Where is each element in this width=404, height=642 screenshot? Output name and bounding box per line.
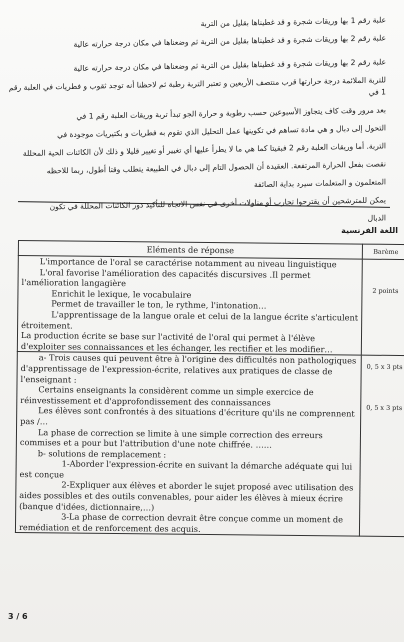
table-row-oral <box>17 256 404 356</box>
header-elements-de-reponse: Eléments de réponse <box>18 241 362 260</box>
points-value: 2 points <box>372 286 399 295</box>
answer-line: a- Trois causes qui peuvent être à l'origine des difficultés non pathologiques <box>38 352 357 366</box>
table-row-ecrit <box>15 352 404 537</box>
answer-line: 2-Expliquer aux élèves et aborder le sujet proposé avec utilisation des <box>61 479 354 493</box>
answer-line: d'exploiter ses connaissances et les échanger, les rectifier et les modifier… <box>20 340 333 355</box>
arabic-text-block <box>0 0 404 222</box>
answer-line: (banque d'idées, dictionnaire,…) <box>19 500 155 513</box>
answer-line: L'apprentissage de la langue orale et celui de la langue écrite s'articulent <box>51 309 359 323</box>
header-bareme: Barème <box>362 244 404 259</box>
answer-line: d'apprentissage de l'expression-écrite, relatives aux pratiques de classe de <box>20 362 333 377</box>
page-number: 3 / 6 <box>8 612 28 621</box>
answer-line: l'enseignant : <box>20 373 77 385</box>
arabic-line: علبة رقم 2 بها وريقات شجرة و قد غطيناها بقليل من التربة ثم وضعناها في مكان درجة حرارته عالية <box>73 33 386 49</box>
arabic-line: التربة. أما وريقات العلبة رقم 2 فبقيتا كما هي ما لا يطرأ عليها أي تغيير أو تغيير قليلا و ذلك لأن الكائنات الحية المحللة <box>22 141 386 158</box>
arabic-line: للتربة الملائمة درجة حرارتها قرب منتصف الأربعين و تعتبر التربة رطبة ثم لاحظنا أنه توجد ثقوب و فطريات في العلبة رقم 1 في <box>8 75 386 97</box>
arabic-line: يمكن للمترشحين أن يقترحوا تجارب أو مناولات أخرى في نفس الاتجاه للتأكيد دور الكائنات المحللة في تكون <box>49 195 386 212</box>
points-cell <box>359 355 404 537</box>
answer-line: L'importance de l'oral se caractérise notamment au niveau linguistique <box>39 256 337 270</box>
answer-line: La production écrite se base sur l'activité de l'oral qui permet à l'élève <box>20 330 316 344</box>
answer-line: remédiation et de renforcement des acquis. <box>18 521 201 534</box>
points-value-b: 0, 5 x 3 pts <box>366 403 403 412</box>
arabic-line: الدبال <box>367 213 386 223</box>
answer-line: Certains enseignants la considèrent comme un simple exercice de <box>38 384 314 398</box>
points-value-a: 0, 5 x 3 pts <box>366 363 403 372</box>
arabic-line: المتعلمون و المتعلمات سيرد بداية الصائفة <box>253 177 386 190</box>
points-cell <box>361 259 404 356</box>
answer-line: Permet de travailler le ton, le rythme, l'intonation… <box>51 298 267 311</box>
answer-key-table <box>15 240 404 538</box>
answer-line: 1-Aborder l'expression-écrite en suivant la démarche adéquate qui lui <box>61 458 353 472</box>
arabic-line: بعد مرور وقت كاف يتجاوز الأسبوعين حسب رطوبة و حرارة الجو تبدأ تربة وريقات العلبة رقم 1 في <box>76 105 386 121</box>
answer-line: pas /… <box>20 415 49 427</box>
arabic-line: التحول إلى دبال و هي مادة تساهم في تكوينها عمل التحليل الذي تقوم به فطريات و بكتيريات موجودة في <box>57 123 386 140</box>
answer-line: Enrichit le lexique, le vocabulaire <box>51 288 192 300</box>
answer-line: b- solutions de remplacement : <box>37 447 167 460</box>
answer-line: réinvestissement et d'approfondissement des connaissances <box>20 394 271 408</box>
answer-line: L'oral favorise l'amélioration des capacités discursives .Il permet <box>39 266 311 280</box>
arabic-line: علبة رقم 2 بها وريقات شجرة و قد غطيناها بقليل من التربة ثم وضعناها في مكان درجة حرارته عالية <box>73 57 386 73</box>
arabic-line: علبة رقم 1 بها وريقات شجرة و قد غطيناها بقليل من التربة <box>200 15 386 29</box>
answer-cell <box>15 352 361 537</box>
answer-line: aides possibles et des outils convenables, pour aider les élèves à mieux écrire <box>19 490 343 504</box>
answer-line: l'amélioration langagière <box>21 277 127 289</box>
answer-line: commises et a pour but l'attribution d'une note chiffrée. …… <box>19 437 273 450</box>
answer-line: étroitement. <box>21 319 73 331</box>
answer-cell <box>17 256 362 356</box>
answer-line: 3-La phase de correction devrait être conçue comme un moment de <box>61 511 344 525</box>
section-title: اللغة الفرنسية <box>341 226 398 235</box>
answer-line: La phase de correction se limite à une simple correction des erreurs <box>37 426 323 440</box>
answer-line: est conçue <box>19 468 65 480</box>
arabic-line: نقصت بفعل الحرارة المرتفعة. العقيدة أن الحصول التام إلى دبال في الطبيعة يتطلب وقتا أطول، ربما للاحظه <box>46 159 386 176</box>
answer-line: Les élèves sont confrontés à des situations d'écriture qu'ils ne comprennent <box>38 405 355 419</box>
